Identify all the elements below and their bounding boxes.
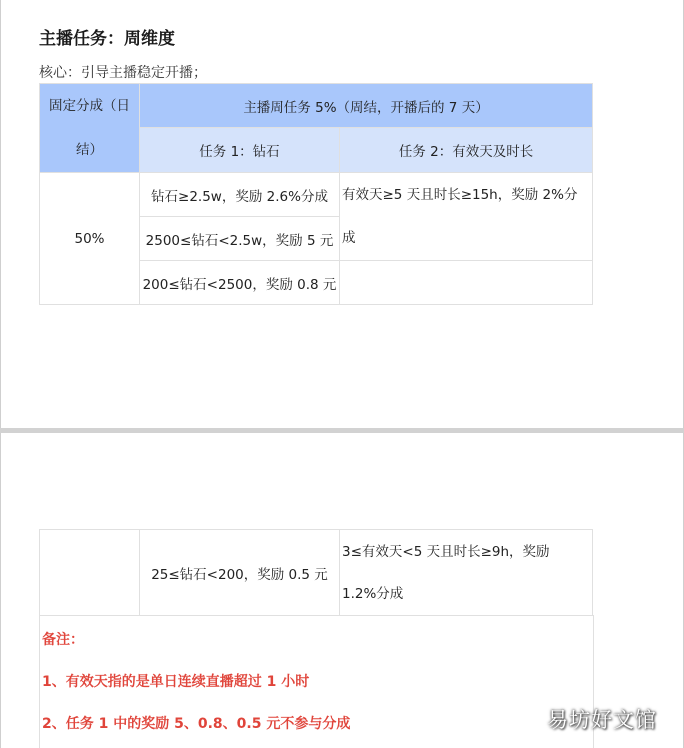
fixed-share-value: 50% bbox=[40, 173, 140, 305]
watermark-logo: 易坊好文馆 bbox=[547, 708, 657, 732]
notes-section bbox=[39, 615, 594, 748]
task2-row-empty bbox=[340, 261, 593, 305]
task2-row-2-line2: 1.2%分成 bbox=[342, 585, 404, 602]
task2-row-1-line2: 成 bbox=[342, 230, 356, 246]
task2-row-2-line1: 3≤有效天<5 天且时长≥9h，奖励 bbox=[342, 543, 550, 560]
task1-row-4: 25≤钻石<200，奖励 0.5 元 bbox=[140, 530, 340, 616]
weekly-task-header: 主播周任务 5%（周结，开播后的 7 天） bbox=[140, 84, 593, 128]
task1-row-3: 200≤钻石<2500，奖励 0.8 元 bbox=[140, 261, 340, 305]
fixed-share-header-cell bbox=[40, 84, 140, 173]
task1-row-2: 2500≤钻石<2.5w，奖励 5 元 bbox=[140, 217, 340, 261]
note-item-2: 2、任务 1 中的奖励 5、0.8、0.5 元不参与分成 bbox=[42, 716, 351, 732]
fixed-share-empty bbox=[40, 530, 140, 616]
page-subtitle: 核心：引导主播稳定开播； bbox=[39, 65, 207, 81]
task-table bbox=[39, 83, 593, 305]
task2-row-1-line1: 有效天≥5 天且时长≥15h，奖励 2%分 bbox=[342, 187, 578, 203]
fixed-share-header-line2: 结） bbox=[76, 142, 103, 158]
task1-header: 任务 1：钻石 bbox=[140, 128, 340, 173]
task2-row-1 bbox=[340, 173, 593, 261]
task2-header: 任务 2：有效天及时长 bbox=[340, 128, 593, 173]
task1-row-1: 钻石≥2.5w，奖励 2.6%分成 bbox=[140, 173, 340, 217]
page-title: 主播任务：周维度 bbox=[39, 29, 175, 49]
task2-row-2 bbox=[340, 530, 593, 616]
fixed-share-header-line1: 固定分成（日 bbox=[49, 98, 130, 114]
task-table-continued bbox=[39, 529, 593, 616]
note-item-1: 1、有效天指的是单日连续直播超过 1 小时 bbox=[42, 674, 310, 690]
notes-heading: 备注： bbox=[42, 632, 84, 648]
document-page-2 bbox=[0, 433, 684, 748]
